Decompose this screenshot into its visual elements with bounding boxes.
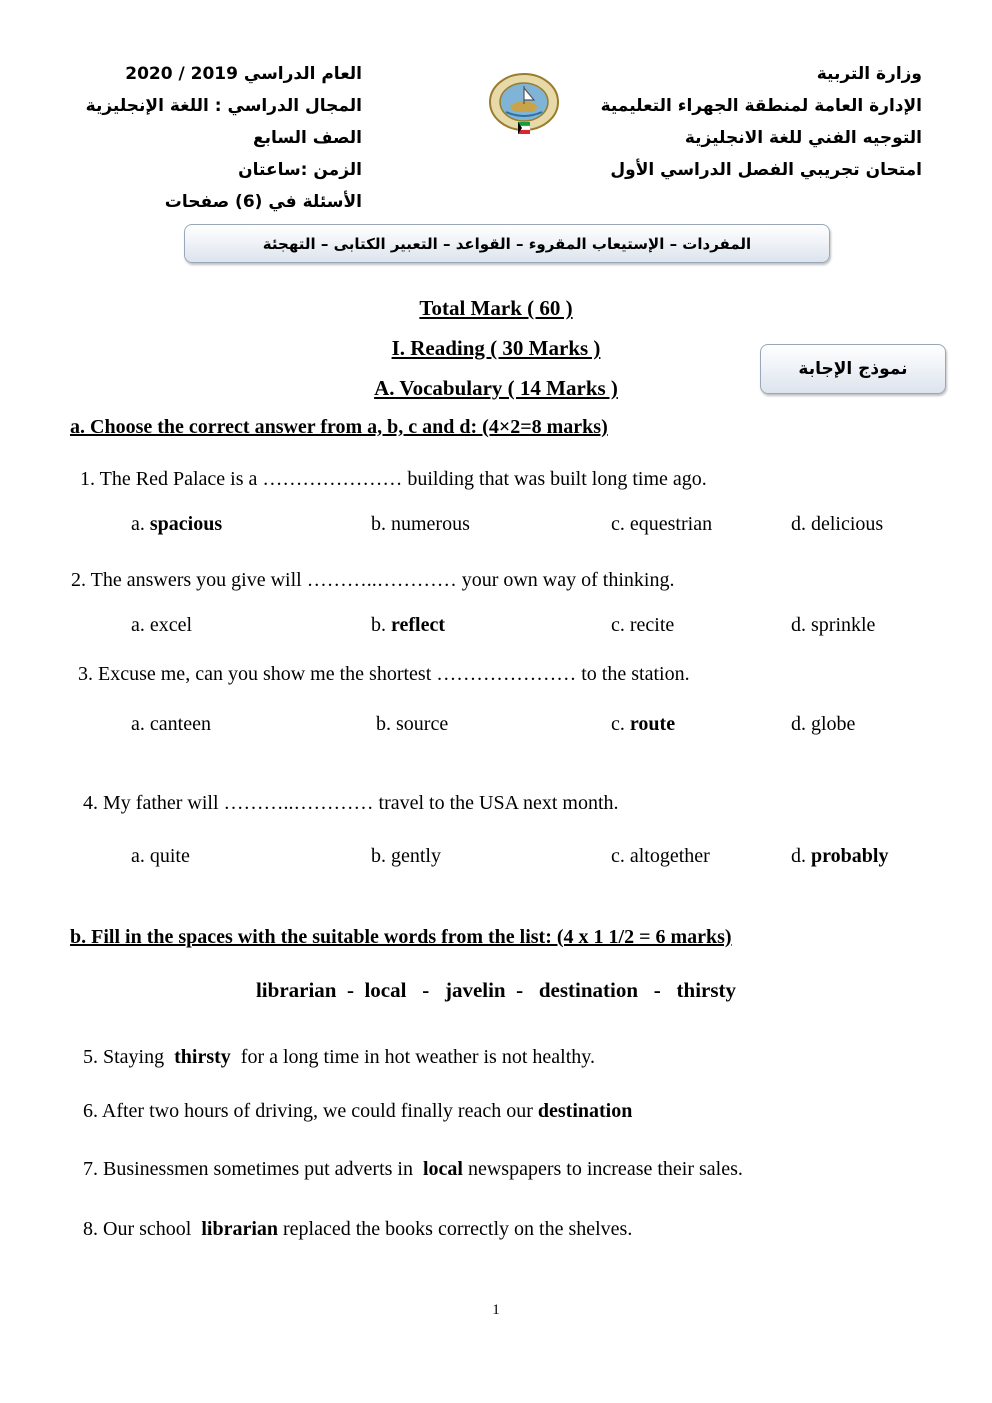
subjects-text: المفردات – الإستيعاب المقروء – القواعد – التعبير الكتابى – التهجئة [262,234,752,253]
q4-option-a[interactable]: a. quite [131,845,190,867]
q1-option-c[interactable]: c. equestrian [611,513,713,535]
sentence-7: 7. Businessmen sometimes put adverts in local newspapers to increase their sales. [83,1158,743,1180]
grade: الصف السابع [252,128,362,148]
sentence-5: 5. Staying thirsty for a long time in hot weather is not healthy. [83,1046,595,1068]
q1-option-d[interactable]: d. delicious [791,513,884,535]
model-answer-badge [760,344,946,394]
q3-option-a[interactable]: a. canteen [131,713,211,735]
directorate-name: الإدارة العامة لمنطقة الجهراء التعليمية [600,96,922,116]
academic-year: العام الدراسي 2019 / 2020 [125,64,362,84]
word-list: librarian - local - javelin - destination - thirsty [255,978,737,1002]
sentence-6: 6. After two hours of driving, we could finally reach our destination [83,1100,633,1122]
sentence-8: 8. Our school librarian replaced the books correctly on the shelves. [83,1218,633,1240]
kuwait-emblem-icon [486,70,562,140]
q3-option-d[interactable]: d. globe [791,713,856,735]
q4-option-c[interactable]: c. altogether [611,845,710,867]
question-4: 4. My father will ………..………… travel to the USA next month. [83,792,619,814]
ministry-name: وزارة التربية [816,64,922,84]
subjects-banner [184,224,830,263]
duration: الزمن :ساعتان [238,160,362,180]
q3-option-b[interactable]: b. source [376,713,449,735]
supervision-name: التوجيه الفني للغة الانجليزية [684,128,922,148]
q2-option-d[interactable]: d. sprinkle [791,614,876,636]
q1-option-a[interactable]: a. spacious [131,513,223,535]
exam-title: امتحان تجريبي الفصل الدراسي الأول [610,160,922,180]
question-2: 2. The answers you give will ………..………… your own way of thinking. [71,569,675,591]
reading-title: I. Reading ( 30 Marks ) [391,336,601,360]
q4-option-d[interactable]: d. probably [791,845,889,867]
subject-field: المجال الدراسي : اللغة الإنجليزية [85,96,362,116]
question-1: 1. The Red Palace is a ………………… building that was built long time ago. [80,468,707,490]
total-mark-title: Total Mark ( 60 ) [419,296,573,320]
section-b-heading: b. Fill in the spaces with the suitable words from the list: (4 x 1 1/2 = 6 marks) [70,926,732,948]
question-3: 3. Excuse me, can you show me the shortest ………………… to the station. [78,663,690,685]
section-a-heading: a. Choose the correct answer from a, b, c and d: (4×2=8 marks) [70,416,608,438]
vocabulary-title: A. Vocabulary ( 14 Marks ) [374,376,618,400]
q3-option-c[interactable]: c. route [611,713,676,735]
page-number: 1 [492,1302,500,1318]
model-answer-text: نموذج الإجابة [798,359,908,379]
q2-option-b[interactable]: b. reflect [371,614,446,636]
q2-option-a[interactable]: a. excel [131,614,193,636]
q4-option-b[interactable]: b. gently [371,845,441,867]
q1-option-b[interactable]: b. numerous [371,513,470,535]
page-count: الأسئلة في (6) صفحات [164,192,362,212]
q2-option-c[interactable]: c. recite [611,614,675,636]
